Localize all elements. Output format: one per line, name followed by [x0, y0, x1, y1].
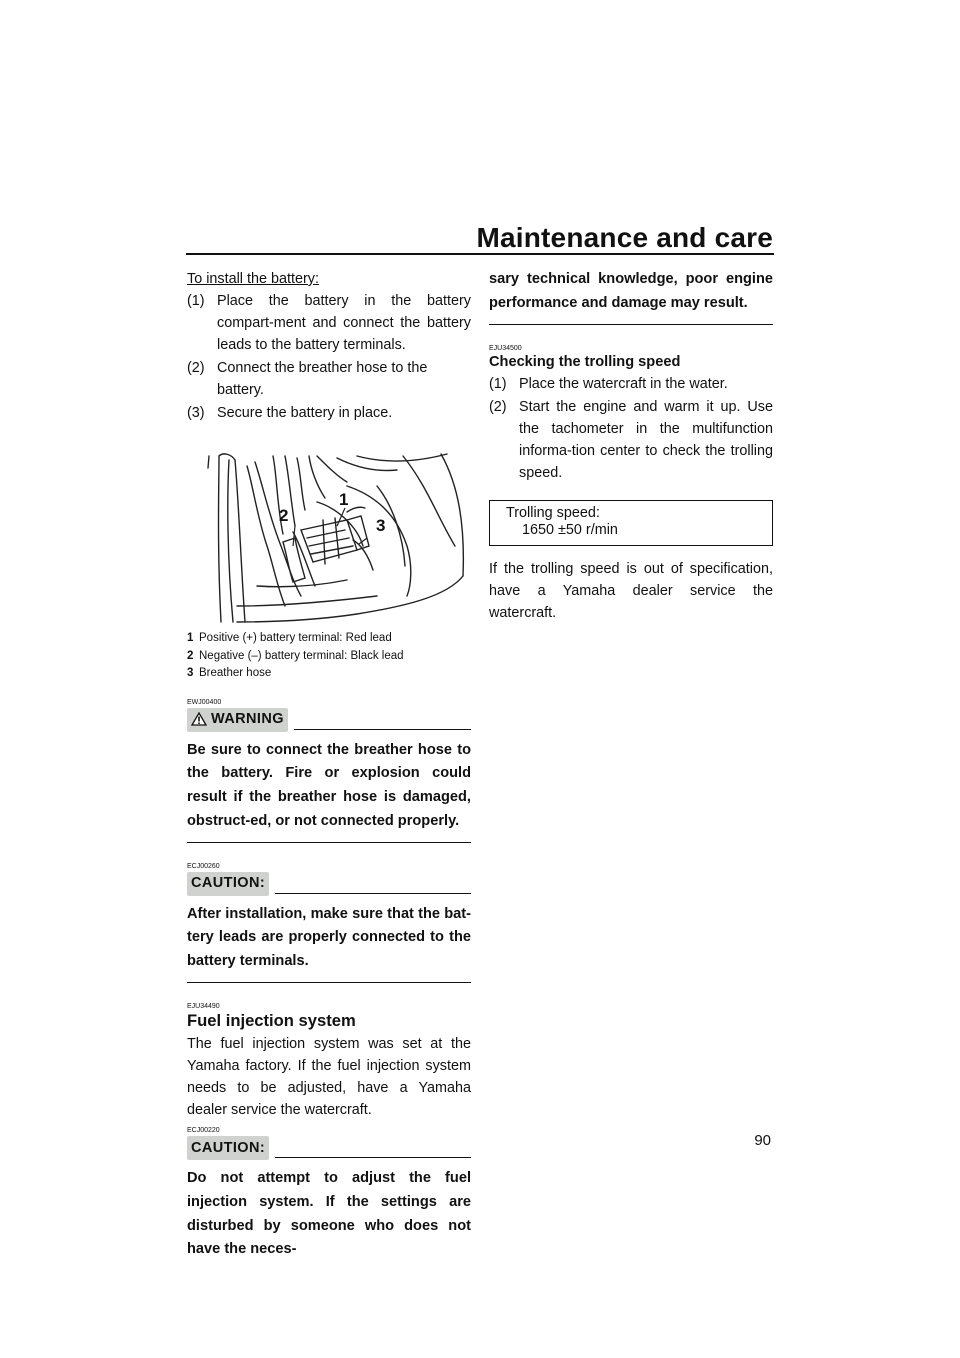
caution-code: ECJ00260 — [187, 862, 220, 870]
callout-1: 1 — [339, 490, 349, 509]
legend-text: Negative (–) battery terminal: Black lead — [199, 649, 404, 662]
callout-3: 3 — [376, 516, 386, 535]
legend-text: Breather hose — [199, 667, 272, 679]
warning-text: Be sure to connect the breather hose to the battery. Fire or explosion could result if the breather hose is damaged, obstruct-ed, or not connected properly. — [187, 741, 471, 829]
section-code: EJU34490 — [187, 1003, 220, 1011]
section-heading: Checking the trolling speed — [489, 353, 681, 370]
caution-block-1 — [187, 863, 471, 983]
right-column — [489, 268, 773, 624]
install-step-2 — [187, 357, 471, 401]
page-number: 90 — [754, 1132, 771, 1149]
legend-item-2 — [187, 648, 471, 666]
step-text: Connect the breather hose to the battery. — [217, 360, 428, 398]
caution-text: After installation, make sure that the bat-tery leads are properly connected to the battery terminals. — [187, 905, 471, 970]
caution-text: Do not attempt to adjust the fuel injection system. If the settings are disturbed by someone who does not have the neces- — [187, 1170, 471, 1258]
header-rule — [186, 253, 774, 255]
caution-badge: CAUTION: — [187, 1136, 269, 1160]
left-column — [187, 268, 471, 1262]
warning-rule — [294, 729, 471, 730]
trolling-step-1 — [489, 373, 773, 395]
warning-code: EWJ00400 — [187, 698, 222, 706]
trolling-step-2 — [489, 396, 773, 484]
section-code: EJU34500 — [489, 344, 522, 352]
step-number: (3) — [187, 405, 205, 421]
step-text: Place the watercraft in the water. — [519, 375, 728, 392]
warning-badge — [187, 708, 288, 732]
callout-2: 2 — [279, 506, 289, 525]
figure-legend — [187, 630, 471, 683]
section-heading: Fuel injection system — [187, 1011, 356, 1031]
warning-block — [187, 699, 471, 843]
legend-item-1 — [187, 630, 471, 648]
caution-block-2 — [187, 1127, 471, 1262]
step-text: Place the battery in the battery compart-ment and connect the battery leads to the battery terminals. — [217, 293, 471, 353]
legend-number: 3 — [187, 667, 194, 679]
spec-box — [489, 500, 773, 546]
page-title: Maintenance and care — [476, 222, 773, 253]
legend-text: Positive (+) battery terminal: Red lead — [199, 632, 392, 644]
step-number: (2) — [187, 360, 205, 376]
install-steps — [187, 290, 471, 424]
battery-illustration — [197, 446, 467, 626]
step-text: Secure the battery in place. — [217, 405, 393, 421]
step-number: (1) — [489, 375, 507, 392]
warning-label: WARNING — [211, 711, 284, 727]
warning-triangle-icon — [191, 712, 207, 726]
caution-rule — [275, 893, 471, 894]
caution-end-rule — [187, 982, 471, 983]
install-step-1 — [187, 290, 471, 356]
caution-label-row — [187, 872, 471, 896]
install-step-3 — [187, 402, 471, 424]
caution-badge: CAUTION: — [187, 872, 269, 896]
spec-value: 1650 ±50 r/min — [522, 521, 618, 538]
spec-label: Trolling speed: — [506, 504, 600, 521]
legend-number: 1 — [187, 632, 194, 644]
trolling-section — [489, 345, 773, 624]
caution-text-continued: sary technical knowledge, poor engine performance and damage may result. — [489, 271, 773, 311]
trolling-after-text: If the trolling speed is out of specification, have a Yamaha dealer service the watercraft. — [489, 560, 773, 621]
step-number: (1) — [187, 293, 205, 309]
caution-end-rule — [489, 324, 773, 325]
fuel-injection-section — [187, 1003, 471, 1121]
caution-label-row — [187, 1136, 471, 1160]
warning-end-rule — [187, 842, 471, 843]
legend-item-3 — [187, 665, 471, 683]
caution-rule — [275, 1157, 471, 1158]
step-text: Start the engine and warm it up. Use the tachometer in the multifunction informa-tion center to check the trolling speed. — [519, 398, 773, 481]
legend-number: 2 — [187, 649, 194, 662]
battery-line-drawing — [197, 446, 467, 626]
caution-code: ECJ00220 — [187, 1127, 220, 1135]
section-body: The fuel injection system was set at the Yamaha factory. If the fuel injection system needs to be adjusted, have a Yamaha dealer service the watercraft. — [187, 1036, 471, 1119]
warning-label-row — [187, 708, 471, 732]
install-heading: To install the battery: — [187, 271, 319, 287]
step-number: (2) — [489, 398, 507, 415]
